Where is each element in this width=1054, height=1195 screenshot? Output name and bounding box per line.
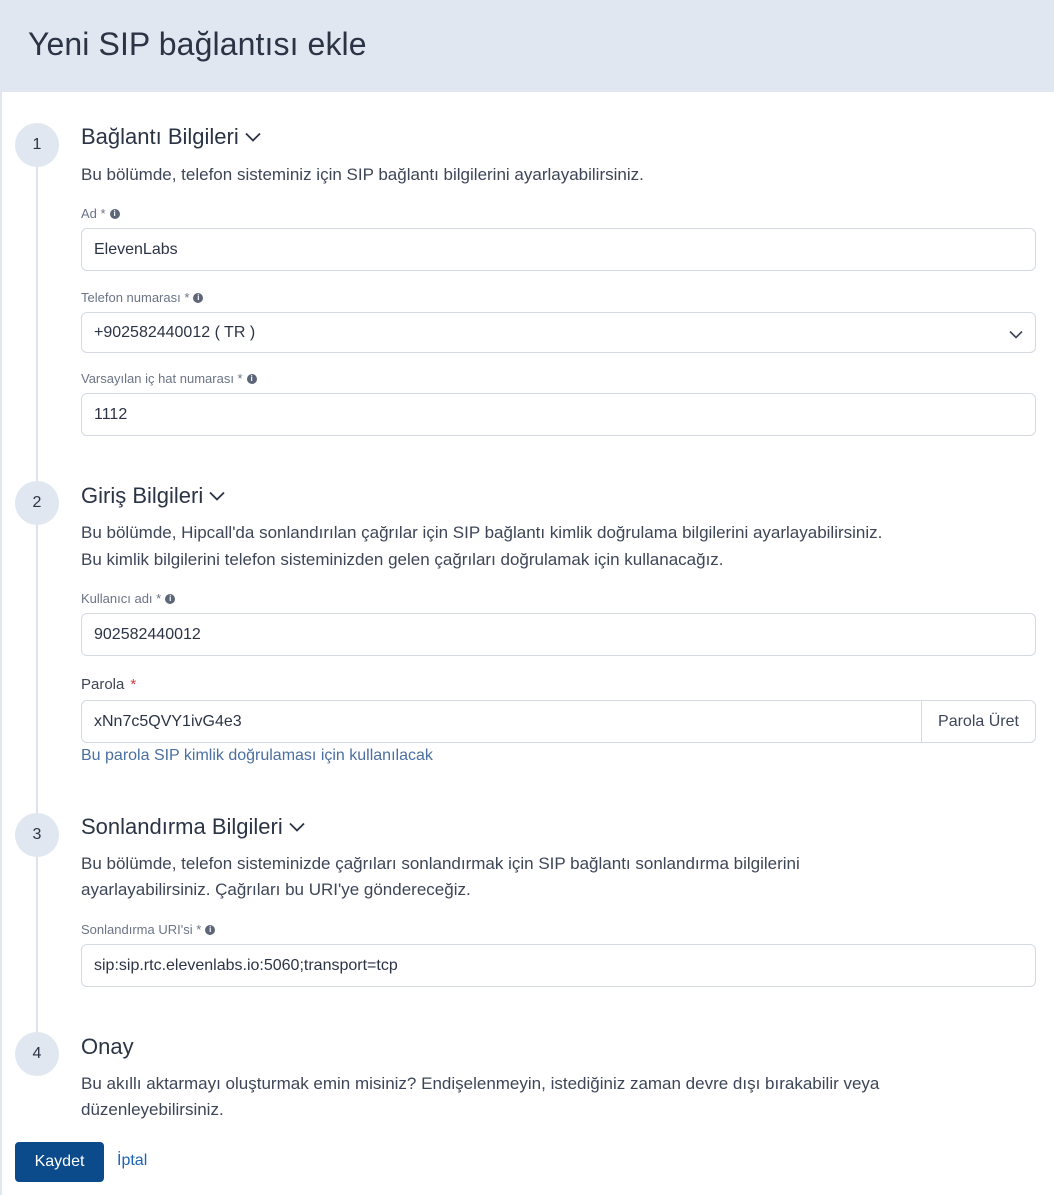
required-mark: * [130, 676, 137, 693]
step-1-header[interactable] [81, 124, 261, 150]
termination-uri-input[interactable] [81, 944, 1036, 987]
name-label: Ad * i [81, 206, 120, 221]
extension-label: Varsayılan iç hat numarası * i [81, 371, 257, 386]
chevron-down-icon [245, 132, 261, 142]
password-label: Parola * [81, 676, 137, 693]
termination-uri-input-value: sip:sip.rtc.elevenlabs.io:5060;transport=tcp [94, 956, 398, 974]
phone-select-value: +902582440012 ( TR ) [94, 323, 256, 341]
username-input-value: 902582440012 [94, 625, 201, 643]
step-2-number: 2 [15, 481, 59, 525]
chevron-down-icon [289, 822, 305, 832]
cancel-link[interactable]: İptal [117, 1152, 148, 1169]
step-2-header[interactable] [81, 483, 225, 509]
page-left-border [0, 0, 2, 1195]
info-icon[interactable]: i [247, 374, 257, 384]
step-4-number: 4 [15, 1032, 59, 1076]
step-4-description: Bu akıllı aktarmayı oluşturmak emin misiniz? Endişelenmeyin, istediğiniz zaman devre dışı bırakabilir veya düzenleyebilirsiniz. [81, 1074, 880, 1119]
step-1-description: Bu bölümde, telefon sisteminiz için SIP bağlantı bilgilerini ayarlayabilirsiniz. [81, 165, 644, 184]
step-2-title: Giriş Bilgileri [81, 483, 204, 508]
password-input[interactable] [81, 700, 1036, 743]
timeline-line [36, 166, 38, 1056]
step-4-title: Onay [81, 1034, 134, 1059]
name-input[interactable] [81, 228, 1036, 271]
username-input[interactable] [81, 613, 1036, 656]
step-3-number: 3 [15, 813, 59, 857]
step-3-title: Sonlandırma Bilgileri [81, 814, 283, 839]
generate-password-button[interactable]: Parola Üret [921, 701, 1035, 742]
page-title: Yeni SIP bağlantısı ekle [28, 26, 367, 62]
chevron-down-icon [209, 491, 225, 501]
page-header [0, 0, 1054, 92]
info-icon[interactable]: i [165, 594, 175, 604]
password-input-value: xNn7c5QVY1ivG4e3 [94, 712, 242, 730]
step-3-description: Bu bölümde, telefon sisteminizde çağrıları sonlandırmak için SIP bağlantı sonlandırma bilgilerini ayarlayabilirsiniz. Çağrıları bu URI'ye göndereceğiz. [81, 854, 800, 899]
phone-label: Telefon numarası * i [81, 290, 203, 305]
step-1-title: Bağlantı Bilgileri [81, 124, 239, 149]
save-button[interactable]: Kaydet [15, 1142, 104, 1182]
step-1-number: 1 [15, 123, 59, 167]
termination-uri-label: Sonlandırma URI'si * i [81, 922, 215, 937]
extension-input-value: 1112 [94, 405, 128, 423]
info-icon[interactable]: i [205, 925, 215, 935]
phone-select[interactable] [81, 312, 1036, 353]
step-2-description: Bu bölümde, Hipcall'da sonlandırılan çağrılar için SIP bağlantı kimlik doğrulama bilgilerini ayarlayabilirsiniz. Bu kimlik bilgilerini telefon sisteminizden gelen çağrıları doğrulamak için kullanacağız. [81, 523, 883, 569]
chevron-down-icon [1009, 326, 1023, 344]
extension-input[interactable] [81, 393, 1036, 436]
name-input-value: ElevenLabs [94, 240, 178, 258]
username-label: Kullanıcı adı * i [81, 591, 175, 606]
password-help-text: Bu parola SIP kimlik doğrulaması için kullanılacak [81, 747, 433, 764]
info-icon[interactable]: i [110, 209, 120, 219]
step-3-header[interactable] [81, 814, 305, 840]
info-icon[interactable]: i [193, 293, 203, 303]
